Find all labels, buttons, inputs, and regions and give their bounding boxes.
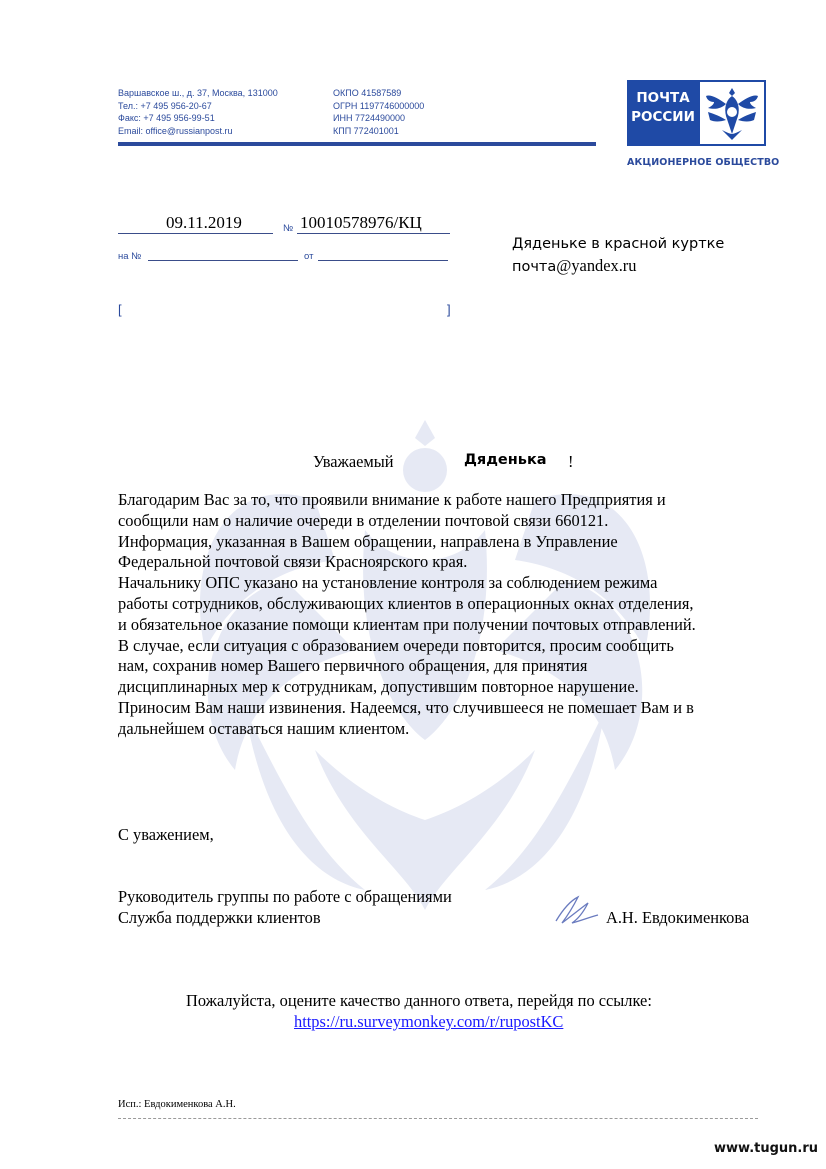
reference-number-label: на №: [118, 251, 142, 262]
reference-date-line: [318, 260, 448, 261]
footer-divider: [118, 1118, 758, 1119]
number-label: №: [283, 223, 294, 234]
body-line: В случае, если ситуация с образованием очереди повторится, просим сообщить: [118, 635, 674, 655]
greeting-name: Дяденька: [464, 452, 547, 468]
letter-date: 09.11.2019: [166, 213, 242, 232]
body-line: дальнейшем оставаться нашим клиентом.: [118, 718, 410, 738]
survey-link[interactable]: https://ru.surveymonkey.com/r/rupostKC: [294, 1012, 564, 1031]
logo-line-1: ПОЧТА: [636, 90, 690, 106]
signer-position: Руководитель группы по работе с обращениями: [118, 887, 452, 906]
closing-phrase: С уважением,: [118, 825, 214, 844]
recipient-email: [512, 256, 636, 276]
letter-number: 10010578976/КЦ: [300, 213, 422, 232]
reference-number-line: [148, 260, 298, 261]
subject-bracket-right: ]: [447, 302, 451, 317]
recipient-email-prefix: почта: [512, 259, 557, 275]
body-line: Федеральной почтовой связи Красноярского края.: [118, 552, 468, 572]
site-watermark: www.tugun.ru: [714, 1141, 819, 1156]
email-line: Email: office@russianpost.ru: [118, 125, 233, 136]
logo-line-2: РОССИИ: [631, 109, 695, 125]
fax-line: Факс: +7 495 956-99-51: [118, 113, 215, 124]
signer-department: Служба поддержки клиентов: [118, 908, 321, 927]
greeting-prefix: Уважаемый: [313, 452, 394, 471]
subject-bracket-left: [: [118, 302, 122, 317]
company-address-block: [118, 87, 278, 137]
body-line: дисциплинарных мер к сотрудникам, допустившим повторное нарушение.: [118, 677, 639, 697]
body-line: нам, сохранив номер Вашего первичного обращения, для принятия: [118, 656, 588, 676]
address-line: Варшавское ш., д. 37, Москва, 131000: [118, 88, 278, 98]
letter-body: [118, 490, 768, 740]
body-line: работы сотрудников, обслуживающих клиентов в операционных окнах отделения,: [118, 593, 694, 613]
body-line: Приносим Вам наши извинения. Надеемся, что случившееся не помешает Вам и в: [118, 697, 694, 717]
inn-line: ИНН 7724490000: [333, 113, 406, 124]
number-field-line: [297, 233, 450, 234]
phone-line: Тел.: +7 495 956-20-67: [118, 100, 212, 111]
okpo-line: ОКПО 41587589: [333, 88, 402, 98]
greeting-suffix: !: [568, 452, 574, 471]
survey-prompt: Пожалуйста, оцените качество данного ответа, перейдя по ссылке:: [186, 991, 652, 1010]
logo-caption: АКЦИОНЕРНОЕ ОБЩЕСТВО: [627, 157, 780, 168]
recipient-email-domain: @yandex.ru: [556, 256, 637, 275]
double-headed-eagle-icon: [700, 82, 764, 144]
body-line: Информация, указанная в Вашем обращении, направлена в Управление: [118, 531, 618, 551]
company-registration-block: [333, 87, 424, 137]
signature-icon: [552, 893, 602, 927]
body-line: сообщили нам о наличие очереди в отделении почтовой связи 660121.: [118, 510, 609, 530]
recipient-name: Дяденьке в красной куртке: [512, 236, 725, 252]
signer-name: А.Н. Евдокименкова: [606, 908, 750, 927]
header-divider: [118, 142, 596, 146]
ogrn-line: ОГРН 1197746000000: [333, 100, 425, 111]
executor-note: Исп.: Евдокименкова А.Н.: [118, 1099, 236, 1110]
body-line: и обязательное оказание помощи клиентам при получении почтовых отправлений.: [118, 614, 696, 634]
body-line: Благодарим Вас за то, что проявили внимание к работе нашего Предприятия и: [118, 490, 666, 509]
body-line: Начальнику ОПС указано на установление контроля за соблюдением режима: [118, 573, 658, 593]
reference-date-label: от: [304, 251, 314, 262]
logo-wordmark: [630, 89, 696, 127]
date-field-line: [118, 233, 273, 234]
kpp-line: КПП 772401001: [333, 125, 399, 136]
